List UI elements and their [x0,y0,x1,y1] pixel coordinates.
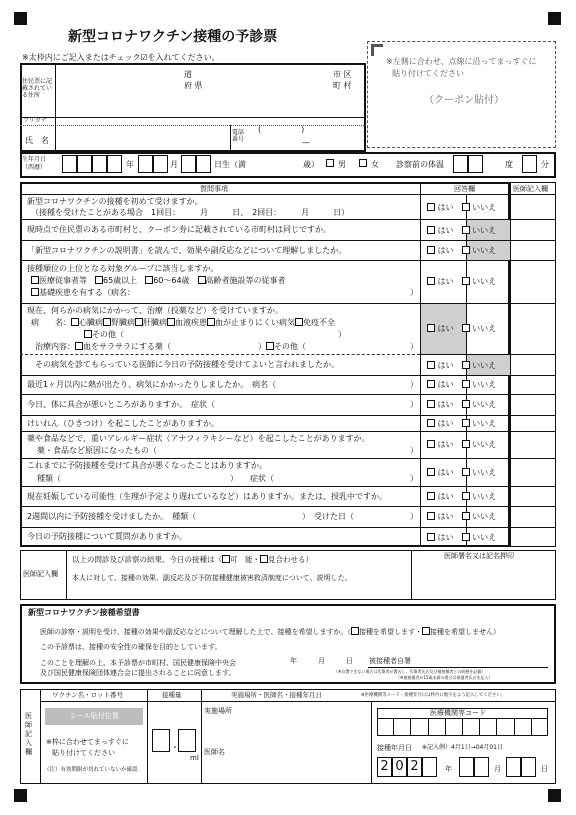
doctor-name-label: 医師名 [204,748,225,756]
q3-answer[interactable]: はい いいえ [427,246,496,255]
dob-month-boxes[interactable] [138,155,168,173]
q13-date: ） 受けた日（ [302,512,354,521]
q5-other: その他（ [84,330,124,339]
doctor-judgement: 以上の問診及び診察の結果、今日の接種は（ 可 能・ 見合わせる） [72,555,313,564]
q5-opt-immune[interactable] [295,318,303,326]
q3-text: 「新型コロナワクチンの説明書」を読んで、効果や副反応などについて理解しましたか。 [27,246,347,255]
doctor-label: 医師記入欄 [23,570,58,578]
q5-treatment: 治療内容： 血をサラサラにする薬（ [35,342,171,351]
col-doctor-header: 医師記入欄 [513,185,548,193]
q4-opt-facility[interactable] [198,276,206,284]
q5-other-close: ） [338,330,346,339]
q4-opt-medical[interactable] [31,276,39,284]
registration-mark [548,789,561,802]
name-label: 氏 名 [25,136,49,145]
q8-answer[interactable]: はい いいえ [427,400,496,409]
record-col-note: ※医療機関等コード・接種年月日は枠内に数字をよう記入してください。 [361,693,506,698]
seal-label: シール貼付位置 [70,712,119,720]
q5-opt-treat-other[interactable] [266,342,274,350]
facility-code-digits[interactable] [377,718,548,736]
q14-text: 今日の予防接種について質問がありますか。 [27,532,187,541]
vaccination-date-year[interactable]: 2 0 2 [377,757,437,777]
form-title: 新型コロナワクチン接種の予診票 [68,29,278,45]
q10-sub: 薬・食品など原因になったもの（ [37,446,157,455]
q5-treatment-close: ） [410,342,418,351]
consent-note-2: （※被接種者が15歳未満の場合は保護者氏名を記入） [396,675,493,680]
q11-type: 種類（ [37,474,61,483]
female-checkbox[interactable] [359,159,367,168]
dob-year-boxes[interactable] [62,155,122,173]
q13-close: ） [410,512,418,521]
day-label: 日生（満 [214,160,246,169]
q4-close-paren: ） [410,288,418,297]
town-machimura: 町 村 [333,81,352,90]
vaccination-date-label: 接種年月日 [377,744,412,752]
q4-opt-disease[interactable] [31,288,39,296]
q5-opt-other[interactable] [84,330,92,338]
deg-label: 度 [505,160,513,169]
vaccination-year-label: 年 [445,765,452,773]
q12-answer[interactable]: はい いいえ [427,492,496,501]
doctor-sign-label: 医師署名又は記名押印 [444,552,514,560]
coupon-instruction-2: 貼り付けてください [392,69,464,78]
q4-option-disease: 基礎疾患を有する（病名： [31,288,135,297]
city-shiku: 市 区 [333,70,352,79]
q11-answer[interactable]: はい いいえ [427,468,496,477]
q7-close: ） [410,380,418,389]
age-label: 歳） [303,160,319,169]
q7-answer[interactable]: はい いいえ [427,380,496,389]
consent-agree-2: 及び国民健康保険団体連合会に提出されることに同意します。 [40,669,236,677]
temperature-label: 診察前の体温 [396,160,444,169]
consent-no-checkbox[interactable] [422,627,430,635]
instruction-text: ※太枠内にご記入またはチェック☑を入れてください。 [22,53,220,62]
q5-answer[interactable]: はい いいえ [427,324,496,333]
consent-note-1: （※自署できない場合は代筆者が署名し、代筆者氏名及び被接種者との続柄を記載） [334,669,486,674]
q13-answer[interactable]: はい いいえ [427,512,496,521]
q5-opt-thinner[interactable] [75,342,83,350]
month-label: 月 [170,160,178,169]
q2-answer[interactable]: はい いいえ [427,226,496,235]
seal-instruction-2: 貼り付けてください [52,749,115,757]
q12-text: 現在妊娠している可能性（生理が予定より遅れているなど）はありますか。または、授乳中ですか。 [27,492,387,501]
col-answer-header: 回答欄 [454,185,475,193]
name-input[interactable] [60,128,226,148]
expiry-note: （注）有効期限が切れていないか確認 [44,767,138,773]
q4-answer[interactable]: はい いいえ [427,277,496,286]
q8-text: 今日、体に具合が悪いところがありますか。 症状（ [27,400,215,409]
dose-unit: ml [190,754,199,762]
temperature-decimal-box[interactable] [522,155,537,175]
q7-text: 最近1ヶ月以内に熱が出たり、病気にかかったりしましたか。 病名（ [27,380,277,389]
dose-box-dec[interactable] [178,729,196,754]
consent-agree-1: このことを理解の上、本予診票が市町村、国民健康保険中央会 [40,659,236,667]
q10-answer[interactable]: はい いいえ [427,440,496,449]
registration-mark [14,12,27,25]
place-label: 実施場所 [204,707,232,715]
male-label: 男 [338,160,346,169]
q11-symptom: ） 症状（ [230,474,274,483]
corner-arrow-icon [371,44,383,56]
male-checkbox[interactable] [326,159,334,168]
q4-opt-60[interactable] [145,276,153,284]
q5-opt-bleed[interactable] [207,318,215,326]
q5-opt-heart[interactable] [71,318,79,326]
q14-answer[interactable]: はい いいえ [427,533,496,542]
q11-text: これまでに予防接種を受けて具合が悪くなったことはありますか。 [27,461,267,470]
record-col-vaccine: ワクチン名・ロット番号 [52,691,124,699]
dob-label: 生年月日（西暦） [22,156,47,172]
female-label: 女 [371,160,379,169]
record-col-place: 実施場所・医師名・接種年月日 [231,691,322,699]
coupon-instruction: ※左側に合わせ、点線に沿ってまっすぐに [386,57,537,66]
consent-question: 医師の診察・説明を受け、接種の効果や副反応などについて理解した上で、接種を希望しますか。（ 接種を希望します・ 接種を希望しません） [40,628,500,636]
doctor-ok-checkbox[interactable] [222,555,230,563]
registration-mark [548,12,561,25]
year-label: 年 [126,160,134,169]
consent-signature-label: 被接種者自署 [369,657,411,665]
q5-opt-blood[interactable] [167,318,175,326]
bun-label: 分 [541,160,549,169]
consent-purpose: この予診票は、接種の安全性の確保を目的としています。 [40,643,222,651]
dose-decimal: . [173,737,177,751]
q10-close: ） [410,446,418,455]
pref-do: 道 [184,70,192,79]
q1-answer[interactable]: はい いいえ [427,203,496,212]
registration-mark [14,789,27,802]
dose-box-int[interactable] [152,729,170,754]
q5-opt-liver[interactable] [135,318,143,326]
q13-text: 2週間以内に予防接種を受けましたか。 種類（ [27,512,197,521]
q6-answer[interactable]: はい いいえ [427,361,496,370]
q4-text: 接種順位の上位となる対象グループに該当しますか。 [27,264,219,273]
doctor-postpone-checkbox[interactable] [260,555,268,563]
vaccination-date-month[interactable] [459,757,489,777]
dob-day-boxes[interactable] [181,155,211,173]
vaccination-month-label: 月 [494,765,501,773]
vaccination-date-day[interactable] [506,757,536,777]
record-side-label: 医師記入欄 [25,712,32,757]
q2-text: 現時点で住民票のある市町村と、クーポン券に記載されている市町村は同じですか。 [27,225,331,234]
phone-label: 電話番号 [232,129,245,143]
vaccination-day-label: 日 [541,765,548,773]
q9-text: けいれん（ひきつけ）を起こしたことがありますか。 [27,419,219,428]
temperature-boxes[interactable] [453,155,483,173]
q5-treatment-other: ） その他（ [258,342,306,351]
consent-title: 新型コロナワクチン接種希望書 [28,608,140,617]
pref-fuken: 府 県 [184,81,203,90]
phone-paren: ( ) [258,125,305,134]
consent-yes-checkbox[interactable] [351,627,359,635]
col-question-header: 質問事項 [200,185,228,193]
q9-answer[interactable]: はい いいえ [427,419,496,428]
consent-date: 年 月 日 [290,657,353,665]
q1-text: 新型コロナワクチンの接種を初めて受けますか。 [27,197,203,206]
q4-opt-65[interactable] [95,276,103,284]
q5-text: 現在、何らかの病気にかかって、治療（投薬など）を受けていますか。 [27,306,283,315]
coupon-label: （クーポン貼付） [424,95,504,106]
q6-text: その病気を診てもらっている医師に今日の予防接種を受けてよいと言われましたか。 [35,360,339,369]
seal-instruction-1: ※枠に合わせてまっすぐに [46,738,129,746]
address-label: 住民票に記載されている住所 [22,78,53,100]
q8-close: ） [410,400,418,409]
q11-close: ） [410,474,418,483]
q5-diseases: 病 名： 心臓病 腎臓病 肝臓病 血液疾患 血が止まりにくい病気 免疫不全 [31,318,335,327]
facility-code-label: 医療機関等コード [430,709,486,717]
furigana-label: フリガナ [23,117,47,124]
q4-options: 医療従事者等 65歳以上 60〜64歳 高齢者施設等の従事者 [31,276,286,285]
q1-sub: （接種を受けたことがある場合 1回目： 月 日、 2回目： 月 日） [31,208,350,217]
doctor-explained: 本人に対して、接種の効果、副反応及び予防接種健康被害救済制度について、説明した。 [72,574,352,582]
phone-dash: — [302,138,310,147]
q10-text: 薬や食品などで、重いアレルギー症状（アナフィラキシーなど）を起こしたことがありますか。 [27,434,370,443]
vaccination-date-note: ※記入例）4月1日→04月01日 [422,744,503,751]
q5-opt-kidney[interactable] [103,318,111,326]
record-col-dose: 接種量 [162,691,182,699]
